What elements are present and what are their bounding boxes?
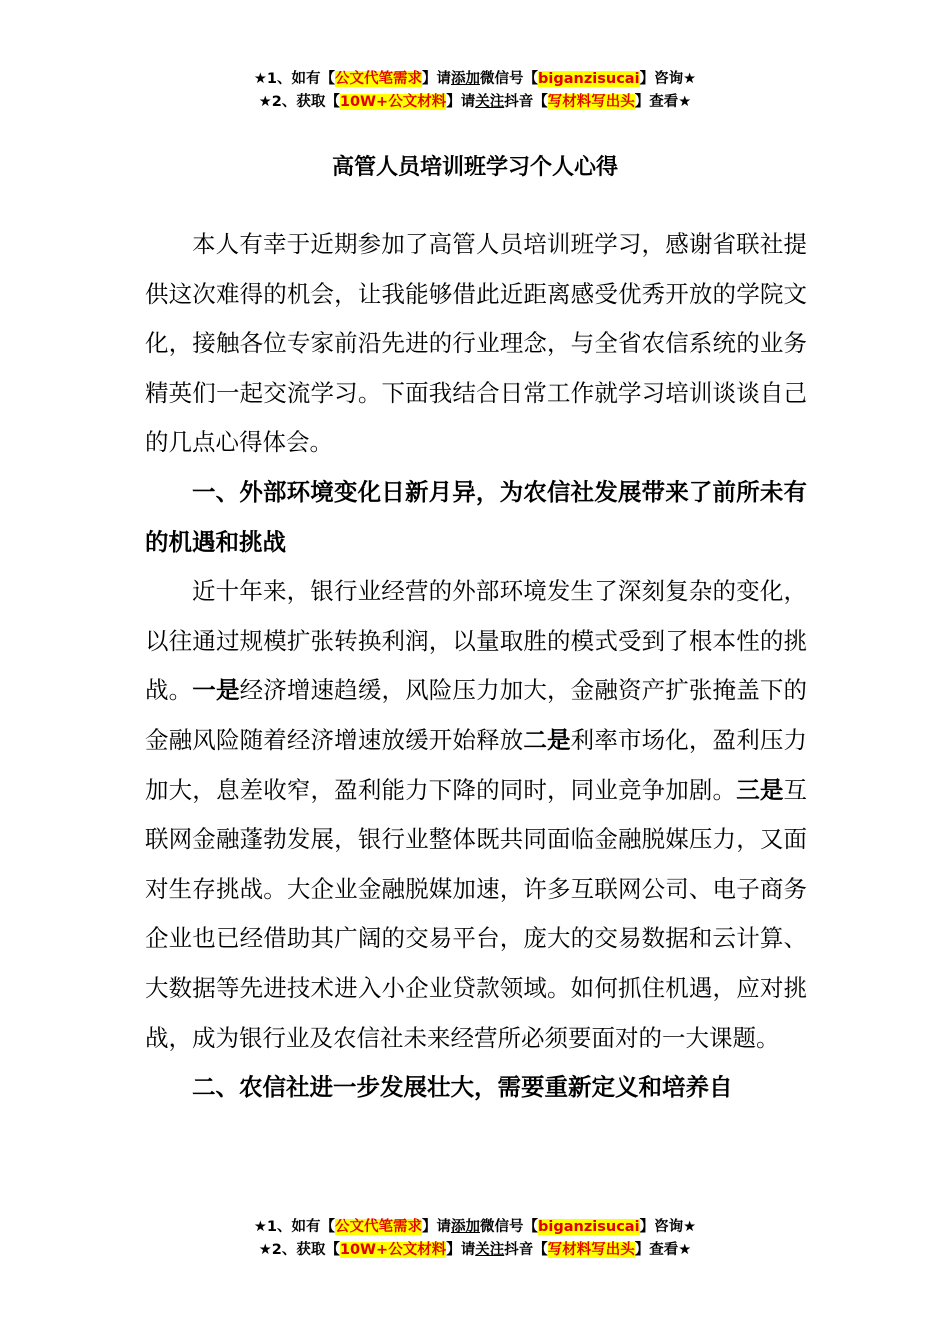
paragraph-intro: 本人有幸于近期参加了高管人员培训班学习，感谢省联社提供这次难得的机会，让我能够借此近距离感受优秀开放的学院文化，接触各位专家前沿先进的行业理念，与全省农信系统的业务精英们一起交流学习。下面我结合日常工作就学习培训谈谈自己的几点心得体会。 [145, 230, 807, 457]
paragraph-environment: 近十年来，银行业经营的外部环境发生了深刻复杂的变化，以往通过规模扩张转换利润，以量取胜的模式受到了根本性的挑战。一是经济增速趋缓，风险压力加大，金融资产扩张掩盖下的金融风险随着经济增速放缓开始释放二是利率市场化，盈利压力加大，息差收窄，盈利能力下降的同时，同业竞争加剧。三是互联网金融蓬勃发展，银行业整体既共同面临金融脱媒压力，又面对生存挑战。大企业金融脱媒加速，许多互联网公司、电子商务企业也已经借助其广阔的交易平台，庞大的交易数据和云计算、大数据等先进技术进入小企业贷款领域。如何抓住机遇，应对挑战，成为银行业及农信社未来经营所必须要面对的一大课题。 [145, 577, 808, 1052]
bottom-banner [0, 1216, 950, 1262]
document-body [145, 220, 807, 1113]
banner-line-2: ★2、获取【10W+公文材料】请关注抖音【写材料写出头】查看★ [258, 94, 692, 110]
highlight-wechat-id: biganzisucai [538, 71, 640, 87]
highlight-douyin: 写材料写出头 [547, 94, 635, 110]
top-banner [0, 68, 950, 114]
document-title: 高管人员培训班学习个人心得 [331, 155, 618, 180]
highlight-service: 公文代笔需求 [335, 1219, 423, 1235]
section-heading-1: 一、外部环境变化日新月异，为农信社发展带来了前所未有的机遇和挑战 [145, 477, 807, 556]
highlight-service: 公文代笔需求 [335, 71, 423, 87]
section-heading-2: 二、农信社进一步发展壮大，需要重新定义和培养自 [192, 1073, 733, 1102]
highlight-wechat-id: biganzisucai [538, 1219, 640, 1235]
highlight-materials: 10W+公文材料 [339, 94, 447, 110]
highlight-douyin: 写材料写出头 [547, 1242, 635, 1258]
banner-line-1: ★1、如有【公文代笔需求】请添加微信号【biganzisucai】咨询★ [253, 71, 697, 87]
highlight-materials: 10W+公文材料 [339, 1242, 447, 1258]
banner-line-2: ★2、获取【10W+公文材料】请关注抖音【写材料写出头】查看★ [258, 1242, 692, 1258]
banner-line-1: ★1、如有【公文代笔需求】请添加微信号【biganzisucai】咨询★ [253, 1219, 697, 1235]
